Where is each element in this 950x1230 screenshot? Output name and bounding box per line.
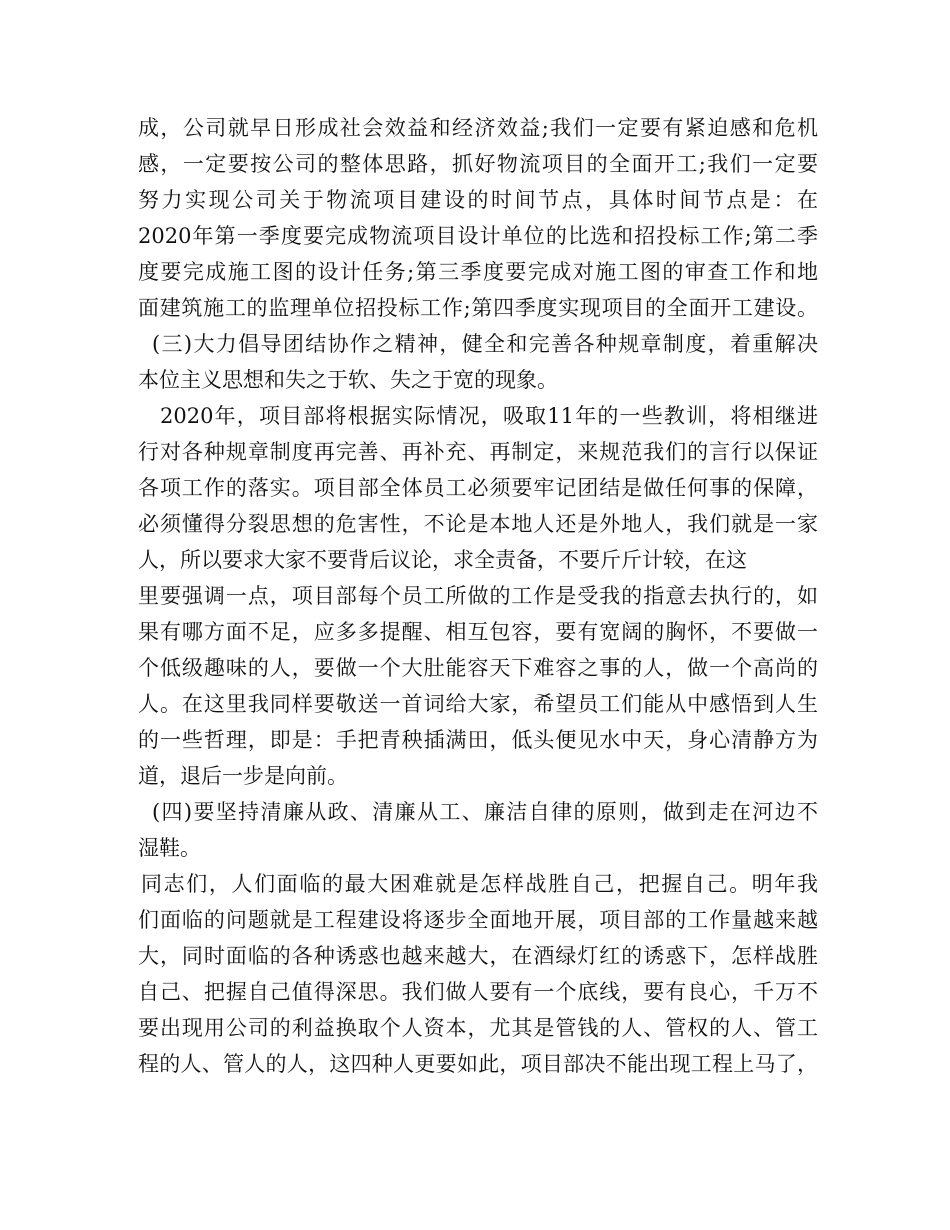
text-line: 程的人、管人的人，这四种人更要如此，项目部决不能出现工程上马了， xyxy=(138,1052,818,1076)
text-line: 努力实现公司关于物流项目建设的时间节点，具体时间节点是：在 xyxy=(138,188,818,212)
text-line: 同志们，人们面临的最大困难就是怎样战胜自己，把握自己。明年我 xyxy=(141,872,818,896)
text-line: 人。在这里我同样要敬送一首词给大家，希望员工们能从中感悟到人生 xyxy=(138,692,818,716)
text-line: 成，公司就早日形成社会效益和经济效益;我们一定要有紧迫感和危机 xyxy=(138,116,818,140)
text-line: 个低级趣味的人，要做一个大肚能容天下难容之事的人，做一个高尚的 xyxy=(138,656,818,680)
text-line: 本位主义思想和失之于软、失之于宽的现象。 xyxy=(138,368,558,392)
text-line: 大，同时面临的各种诱惑也越来越大，在酒绿灯红的诱惑下，怎样战胜 xyxy=(138,944,818,968)
text-line: 2020年，项目部将根据实际情况，吸取11年的一些教训，将相继进 xyxy=(160,404,818,428)
text-line: 果有哪方面不足，应多多提醒、相互包容，要有宽阔的胸怀，不要做一 xyxy=(138,620,818,644)
text-line: 感，一定要按公司的整体思路，抓好物流项目的全面开工;我们一定要 xyxy=(138,152,818,176)
text-line: 度要完成施工图的设计任务;第三季度要完成对施工图的审查工作和地 xyxy=(138,260,818,284)
text-line: 道，退后一步是向前。 xyxy=(138,764,348,788)
text-line: 必须懂得分裂思想的危害性，不论是本地人还是外地人，我们就是一家 xyxy=(138,512,818,536)
text-line: 湿鞋。 xyxy=(138,836,201,860)
text-line: 行对各种规章制度再完善、再补充、再制定，来规范我们的言行以保证 xyxy=(138,440,818,464)
section-heading-3: (三)大力倡导团结协作之精神，健全和完善各种规章制度，着重解决 xyxy=(152,332,818,356)
text-line: 面建筑施工的监理单位招投标工作;第四季度实现项目的全面开工建设。 xyxy=(138,296,818,320)
text-line: 各项工作的落实。项目部全体员工必须要牢记团结是做任何事的保障， xyxy=(138,476,818,500)
text-line: 2020年第一季度要完成物流项目设计单位的比选和招投标工作;第二季 xyxy=(138,224,818,248)
text-line: 的一些哲理，即是：手把青秧插满田，低头便见水中天，身心清静方为 xyxy=(138,728,818,752)
text-line: 人，所以要求大家不要背后议论，求全责备，不要斤斤计较，在这 xyxy=(138,548,747,572)
text-line: 自己、把握自己值得深思。我们做人要有一个底线，要有良心，千万不 xyxy=(138,980,818,1004)
text-line: 里要强调一点，项目部每个员工所做的工作是受我的指意去执行的，如 xyxy=(138,584,818,608)
text-line: 要出现用公司的利益换取个人资本，尤其是管钱的人、管权的人、管工 xyxy=(138,1016,818,1040)
text-line: 们面临的问题就是工程建设将逐步全面地开展，项目部的工作量越来越 xyxy=(138,908,818,932)
section-heading-4: (四)要坚持清廉从政、清廉从工、廉洁自律的原则，做到走在河边不 xyxy=(152,800,818,824)
